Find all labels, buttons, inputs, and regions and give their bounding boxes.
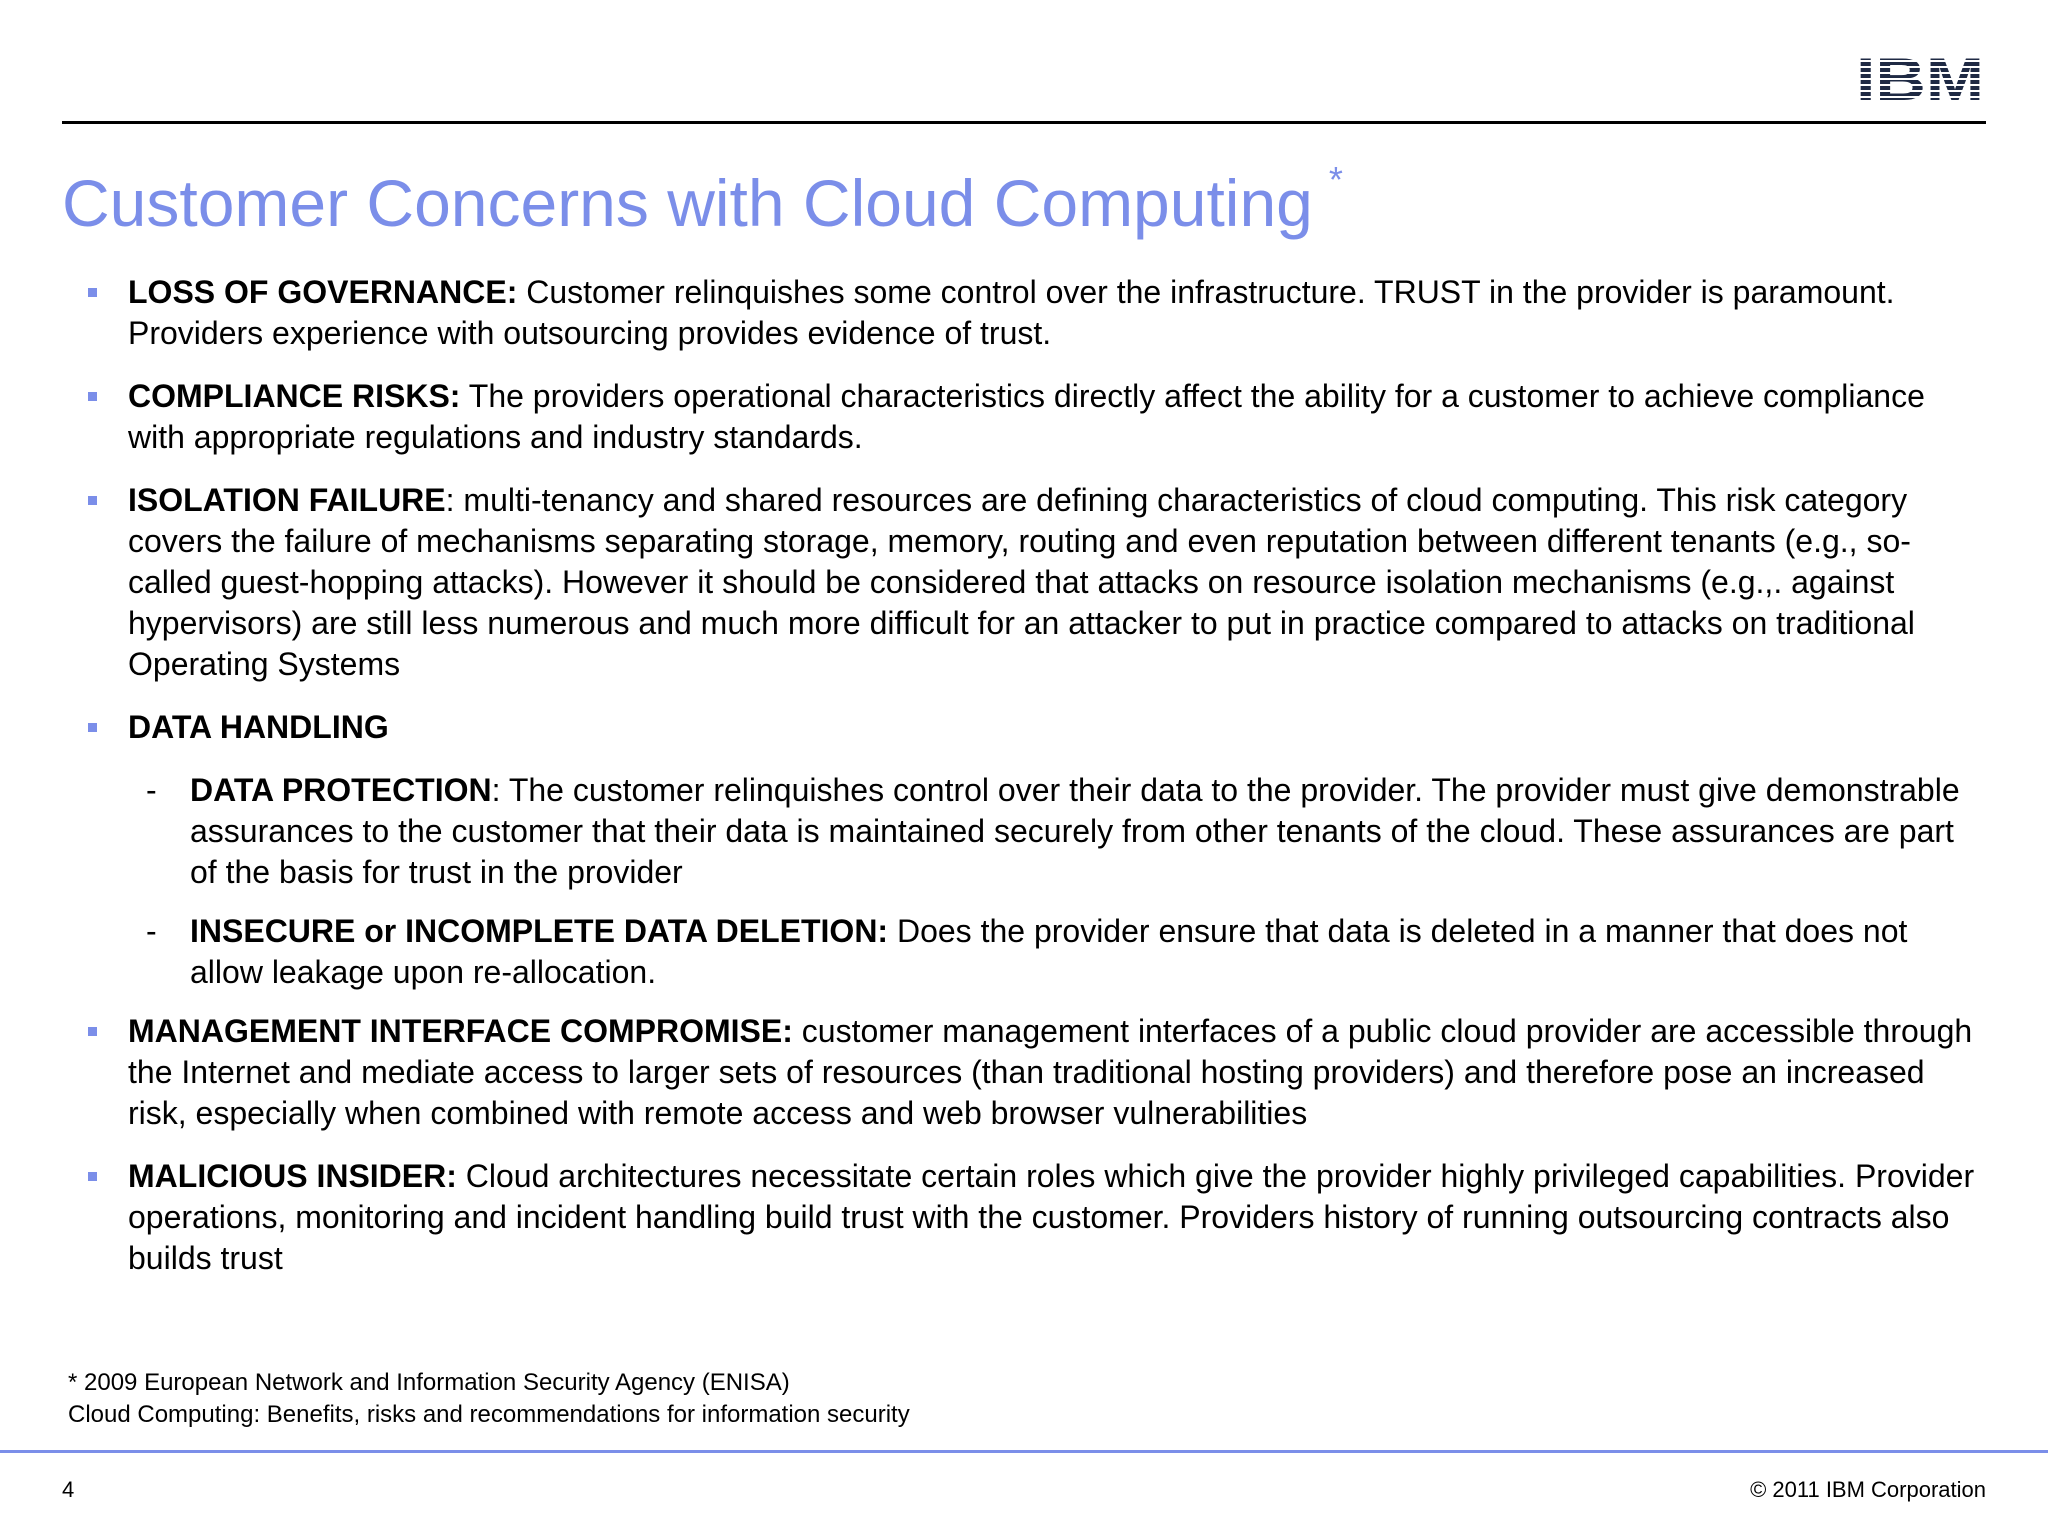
bullet-square-icon <box>88 723 97 732</box>
bullet-malicious-insider <box>86 1156 1986 1279</box>
bullet-text: : multi-tenancy and shared resources are defining characteristics of cloud computing. This risk category covers the failure of mechanisms separating storage, memory, routing and even reputation between different tenants (e.g., so-called guest-hopping attacks). However it should be considered that attacks on resource isolation mechanisms (e.g.,. against hypervisors) are still less numerous and much more difficult for an attacker to put in practice compared to attacks on traditional Operating Systems <box>128 482 1915 682</box>
source-footnote <box>68 1367 910 1431</box>
bullet-label: MALICIOUS INSIDER: <box>128 1158 457 1194</box>
data-handling-sub-list <box>86 770 1986 993</box>
bullet-square-icon <box>88 1172 97 1181</box>
sub-bullet-text: : The customer relinquishes control over their data to the provider. The provider must give demonstrable assurances to the customer that their data is maintained securely from other tenants of the cloud. These assurances are part of the basis for trust in the provider <box>190 772 1960 890</box>
copyright-notice: © 2011 IBM Corporation <box>1750 1477 1986 1502</box>
bullet-square-icon <box>88 288 97 297</box>
sub-bullet-data-protection <box>86 770 1986 893</box>
bullet-compliance-risks <box>86 376 1986 458</box>
sub-bullet-label: INSECURE or INCOMPLETE DATA DELETION: <box>190 913 889 949</box>
bullet-text: customer management interfaces of a public cloud provider are accessible through the Internet and mediate access to larger sets of resources (than traditional hosting providers) and therefore pose an increased risk, especially when combined with remote access and web browser vulnerabilities <box>128 1013 1973 1131</box>
bullet-text: Customer relinquishes some control over the infrastructure. TRUST in the provider is paramount. Providers experience with outsourcing provides evidence of trust. <box>128 274 1895 351</box>
header-rule <box>62 121 1986 124</box>
title-footnote-mark: * <box>1328 159 1343 200</box>
footnote-line-1: * 2009 European Network and Information Security Agency (ENISA) <box>68 1369 790 1396</box>
bullet-square-icon <box>88 496 97 505</box>
bullet-management-interface <box>86 1011 1986 1134</box>
bullet-label: COMPLIANCE RISKS: <box>128 378 461 414</box>
bullet-text: Cloud architectures necessitate certain roles which give the provider highly privileged capabilities. Provider operations, monitoring and incident handling build trust with the customer. Providers history of running outsourcing contracts also builds trust <box>128 1158 1975 1276</box>
page-number: 4 <box>62 1477 75 1502</box>
bullet-label: LOSS OF GOVERNANCE: <box>128 274 518 310</box>
bullet-list <box>86 272 1986 1301</box>
bullet-data-handling <box>86 707 1986 748</box>
bullet-square-icon <box>88 392 97 401</box>
sub-bullet-text: Does the provider ensure that data is deleted in a manner that does not allow leakage upon re-allocation. <box>190 913 1908 990</box>
footer-rule <box>0 1450 2048 1453</box>
slide-title <box>62 140 1343 243</box>
bullet-text: The providers operational characteristics directly affect the ability for a customer to achieve compliance with appropriate regulations and industry standards. <box>128 378 1925 455</box>
footnote-line-2: Cloud Computing: Benefits, risks and recommendations for information security <box>68 1401 910 1428</box>
bullet-label: ISOLATION FAILURE <box>128 482 446 518</box>
bullet-square-icon <box>88 1027 97 1036</box>
bullet-isolation-failure <box>86 480 1986 685</box>
ibm-logo-icon <box>1854 50 1986 104</box>
sub-bullet-label: DATA PROTECTION <box>190 772 492 808</box>
bullet-label: MANAGEMENT INTERFACE COMPROMISE: <box>128 1013 793 1049</box>
bullet-loss-of-governance <box>86 272 1986 354</box>
sub-bullet-dash: - <box>146 772 157 808</box>
sub-bullet-dash: - <box>146 913 157 949</box>
slide-title-text: Customer Concerns with Cloud Computing <box>62 166 1313 240</box>
sub-bullet-insecure-data-deletion <box>86 911 1986 993</box>
bullet-label: DATA HANDLING <box>128 709 389 745</box>
